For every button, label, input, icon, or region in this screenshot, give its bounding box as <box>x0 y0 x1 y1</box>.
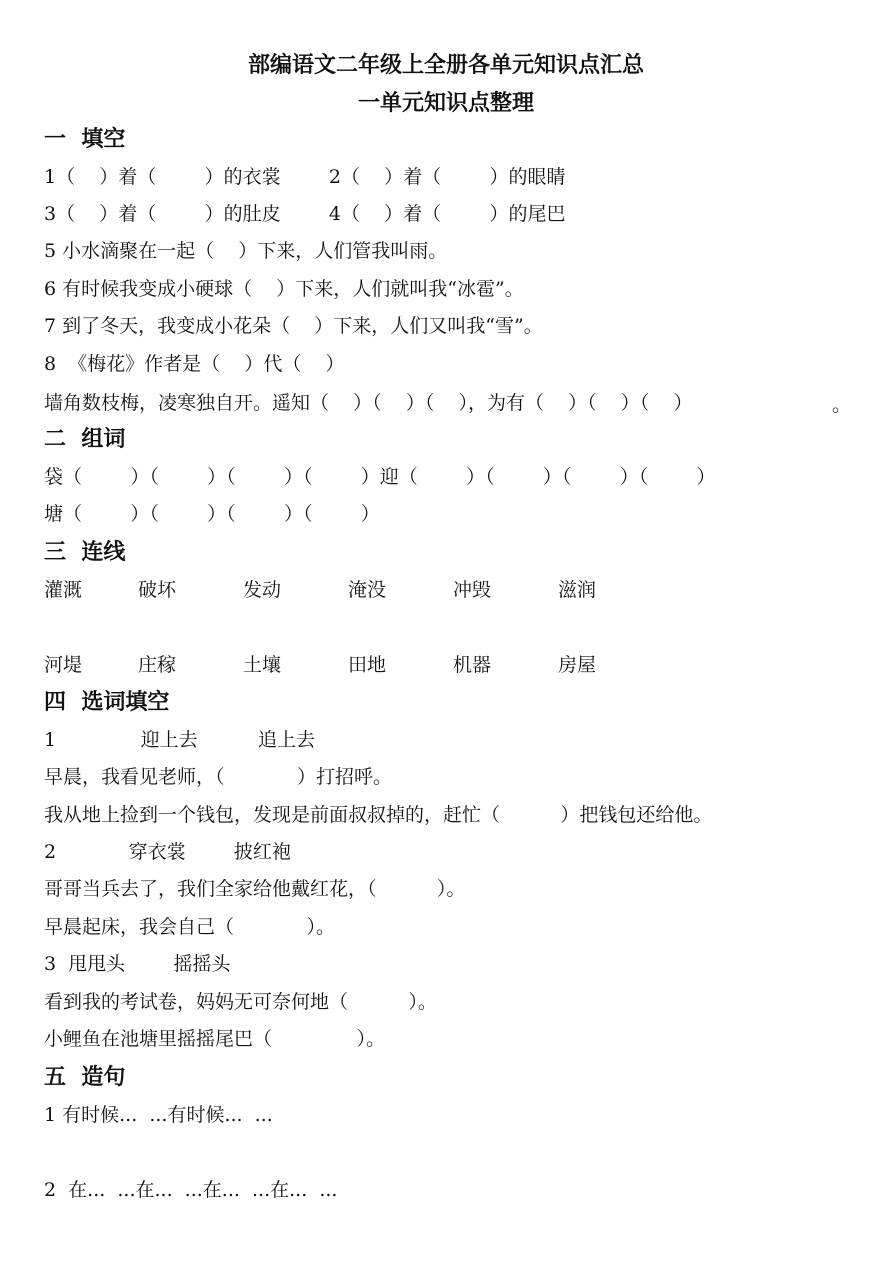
question-line: 早晨，我看见老师，（ ）打招呼。 <box>44 766 392 788</box>
section-heading-choose-word: 四 选词填空 <box>44 690 170 715</box>
question-line: 6 有时候我变成小硬球（ ）下来，人们就叫我“冰雹”。 <box>44 278 524 300</box>
question-line: 3（ ）着（ ）的肚皮 4（ ）着（ ）的尾巴 <box>44 203 566 225</box>
section-heading-word-group: 二 组词 <box>44 427 126 452</box>
word-choice-group: 1 迎上去 追上去 <box>44 729 316 751</box>
document-title: 部编语文二年级上全册各单元知识点汇总 <box>247 53 644 78</box>
question-line: 我从地上捡到一个钱包，发现是前面叔叔掉的，赶忙（ ）把钱包还给他。 <box>44 804 713 826</box>
sentence-prompt: 1 有时候... ...有时候... ... <box>44 1104 273 1126</box>
document-subtitle: 一单元知识点整理 <box>357 91 534 116</box>
matching-word: 淹没 <box>348 579 387 601</box>
matching-word: 破坏 <box>138 579 177 601</box>
question-line: 墙角数枝梅，凌寒独自开。遥知（ ）（ ）（ ），为有（ ）（ ）（ ） <box>44 392 693 414</box>
matching-word: 庄稼 <box>138 654 177 676</box>
question-line: 哥哥当兵去了，我们全家给他戴红花，（ ）。 <box>44 878 466 900</box>
question-line: 7 到了冬天，我变成小花朵（ ）下来，人们又叫我“雪”。 <box>44 315 543 337</box>
word-group-row: 塘（ ）（ ）（ ）（ ） <box>44 503 380 525</box>
word-choice-group: 2 穿衣裳 披红袍 <box>44 841 291 863</box>
section-heading-sentence: 五 造句 <box>44 1065 126 1090</box>
matching-word: 冲毁 <box>453 579 492 601</box>
question-line: 5 小水滴聚在一起（ ）下来，人们管我叫雨。 <box>44 240 448 262</box>
matching-word: 机器 <box>453 654 492 676</box>
matching-word: 土壤 <box>243 654 282 676</box>
matching-word: 滋润 <box>558 579 597 601</box>
matching-word: 发动 <box>243 579 282 601</box>
word-group-row: 袋（ ）（ ）（ ）（ ）迎（ ）（ ）（ ）（ ） <box>44 466 716 488</box>
matching-word: 灌溉 <box>44 579 83 601</box>
matching-word: 田地 <box>348 654 387 676</box>
sentence-prompt: 2 在... ...在... ...在... ...在... ... <box>44 1179 338 1201</box>
question-line-end-mark: 。 <box>832 394 852 416</box>
question-line: 看到我的考试卷，妈妈无可奈何地（ ）。 <box>44 991 437 1013</box>
section-heading-fill-blank: 一 填空 <box>44 127 126 152</box>
section-heading-matching: 三 连线 <box>44 540 126 565</box>
matching-word: 房屋 <box>558 654 597 676</box>
question-line: 小鲤鱼在池塘里摇摇尾巴（ ）。 <box>44 1028 386 1050</box>
question-line: 8 《梅花》作者是（ ）代（ ） <box>44 353 345 375</box>
question-line: 1（ ）着（ ）的衣裳 2（ ）着（ ）的眼睛 <box>44 166 566 188</box>
word-choice-group: 3 甩甩头 摇摇头 <box>44 953 231 975</box>
matching-word: 河堤 <box>44 654 83 676</box>
question-line: 早晨起床，我会自己（ ）。 <box>44 916 335 938</box>
